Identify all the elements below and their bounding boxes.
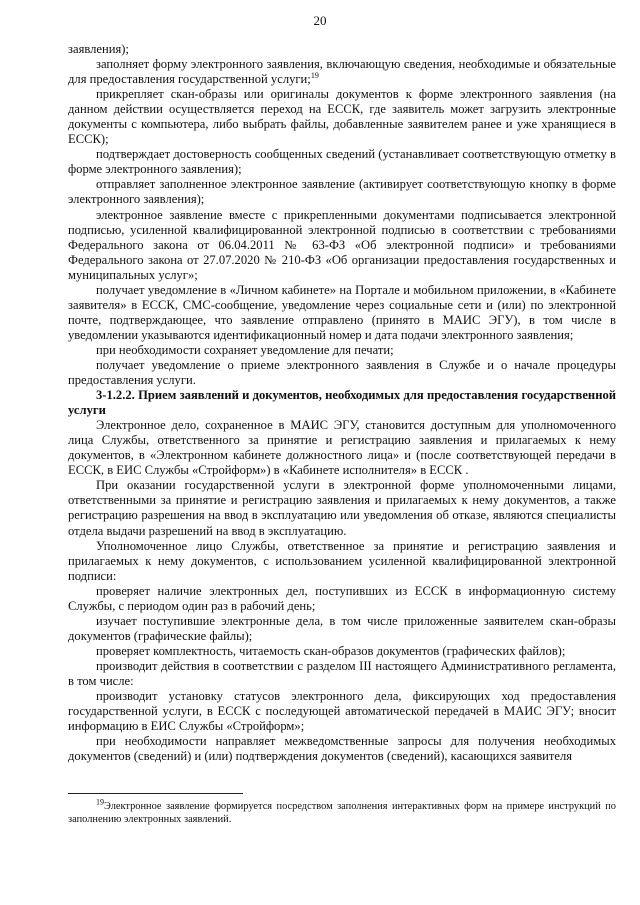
paragraph: проверяет комплектность, читаемость скан-образов документов (графических файлов); [96, 643, 566, 658]
paragraph: прикрепляет скан-образы или оригиналы документов к форме электронного заявления (на данном действии осуществляется переход на ЕССК, где заявитель может загрузить электронные документы с компьютера, либо выбрать файлы, добавленные заявителем ранее и уже хранящиеся в ЕССК); [68, 87, 616, 147]
paragraph: производит установку статусов электронного дела, фиксирующих ход предоставления государственной услуги, в ЕССК с последующей автоматической передачей в МАИС ЭГУ; вносит информацию в ЕИС Службы «Стройформ»; [68, 689, 616, 734]
paragraph: проверяет наличие электронных дел, поступивших из ЕССК в информационную систему Службы, с периодом один раз в рабочий день; [68, 583, 616, 613]
footnote [68, 797, 616, 826]
paragraph: производит действия в соответствии с разделом III настоящего Административного регламента, в том числе: [68, 658, 616, 688]
paragraph: заполняет форму электронного заявления, включающую сведения, необходимые и обязательные для предоставления государственной услуги;$^{19}$ [68, 57, 616, 87]
paragraph: отправляет заполненное электронное заявление (активирует соответствующую кнопку в форме электронного заявления); [68, 177, 616, 207]
section-heading: 3-1.2.2. Прием заявлений и документов, необходимых для предоставления государственной услуги [68, 388, 616, 418]
page-number: 20 [313, 13, 327, 28]
paragraph: Электронное дело, сохраненное в МАИС ЭГУ, становится доступным для уполномоченного лица Службы, ответственного за принятие и регистрацию заявления и прилагаемых к нему документов, в «Электронном кабинете должностного лица» и (после соответствующей передачи в ЕССК, в ЕИС Службы «Стройформ») в «Кабинете исполнителя» в ЕССК . [68, 418, 616, 478]
paragraph: При оказании государственной услуги в электронной форме уполномоченными лицами, ответственными за принятие и регистрацию заявления и прилагаемых к нему документов, а также регистрацию разрешения на ввод в эксплуатацию или уведомления об отказе, являются специалисты отдела выдачи разрешений на ввод в эксплуатацию. [68, 478, 616, 538]
paragraph: Уполномоченное лицо Службы, ответственное за принятие и регистрацию заявления и прилагаемых к нему документов, с использованием усиленной квалифицированной электронной подписи: [68, 538, 616, 583]
footnote-separator [68, 793, 243, 794]
footnote-text: Электронное заявление формируется посредством заполнения интерактивных форм на примере инструкций по заполнению электронных заявлений. [68, 801, 616, 825]
paragraph: электронное заявление вместе с прикрепленными документами подписывается электронной подписью, усиленной квалифицированной электронной подписью в соответствии с требованиями Федерального закона от 06.04.2011 № 63-ФЗ «Об электронной подписи» и требованиями Федерального закона от 27.07.2020 № 210-ФЗ «Об организации предоставления государственных и муниципальных услуг»; [68, 207, 616, 282]
paragraph: получает уведомление в «Личном кабинете» на Портале и мобильном приложении, в «Кабинете заявителя» в ЕССК, СМС-сообщение, уведомление через социальные сети и (или) по электронной почте, подтверждающее, что заявление отправлено (принято в МАИС ЭГУ), в том числе в уведомлении указываются идентификационный номер и дата подачи электронного заявления; [68, 282, 616, 342]
paragraph: изучает поступившие электронные дела, в том числе приложенные заявителем скан-образы документов (графические файлы); [68, 613, 616, 643]
paragraph: заявления); [68, 42, 129, 56]
document-body [68, 42, 616, 764]
paragraph: получает уведомление о приеме электронного заявления в Службе и о начале процедуры предоставления услуги. [68, 357, 616, 388]
footnote-reference: 19 [310, 70, 319, 80]
paragraph: подтверждает достоверность сообщенных сведений (устанавливает соответствующую отметку в форме электронного заявления); [68, 147, 616, 177]
footnote-mark: 19 [96, 797, 104, 807]
paragraph: при необходимости сохраняет уведомление для печати; [96, 342, 394, 357]
paragraph: при необходимости направляет межведомственные запросы для получения необходимых документов (сведений) и (или) подтверждения документов (сведений), касающихся заявителя [68, 734, 616, 764]
